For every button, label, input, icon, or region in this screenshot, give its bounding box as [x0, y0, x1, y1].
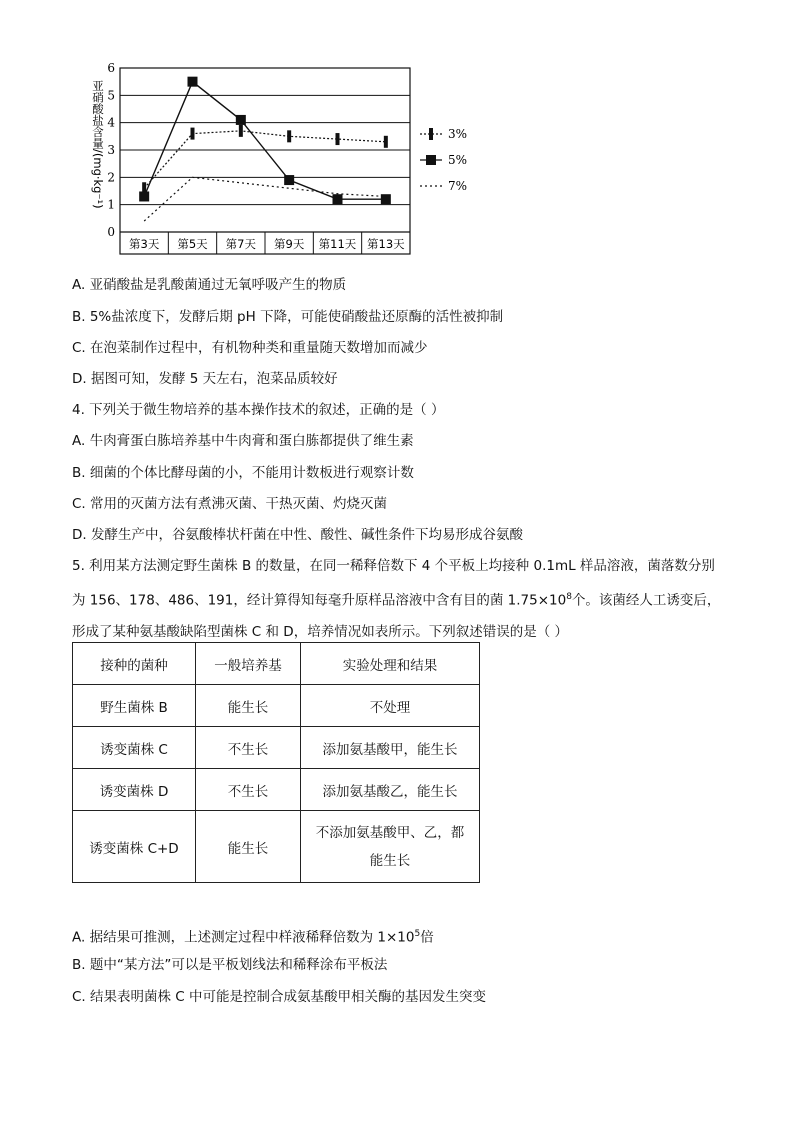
x-tick-label: 第9天 — [274, 237, 305, 251]
data-point — [139, 191, 149, 201]
y-tick-label: 0 — [107, 225, 115, 239]
q4-option-c: C. 常用的灭菌方法有煮沸灭菌、干热灭菌、灼烧灭菌 — [72, 496, 388, 512]
x-tick-label: 第3天 — [129, 237, 160, 251]
series-line-0 — [144, 131, 386, 188]
y-tick-label: 6 — [107, 62, 115, 75]
q4-option-a: A. 牛肉膏蛋白胨培养基中牛肉膏和蛋白胨都提供了维生素 — [72, 433, 414, 449]
y-tick-label: 4 — [107, 115, 115, 130]
data-point — [336, 133, 340, 145]
y-tick-label: 3 — [107, 143, 115, 157]
legend-marker — [429, 128, 433, 140]
legend-marker — [426, 155, 436, 165]
data-point — [384, 136, 388, 148]
table-cell: 不添加氨基酸甲、乙，都能生长 — [301, 811, 480, 883]
legend-label: 7% — [448, 179, 468, 193]
q5-table — [72, 642, 480, 883]
data-point — [287, 130, 291, 142]
data-point — [333, 194, 343, 204]
table-cell: 诱变菌株 C+D — [73, 811, 196, 883]
table-cell: 不处理 — [301, 685, 480, 727]
q3-option-c: C. 在泡菜制作过程中，有机物种类和重量随天数增加而减少 — [72, 340, 428, 356]
q5-stem: 5. 利用某方法测定野生菌株 B 的数量，在同一稀释倍数下 4 个平板上均接种 0.1mL 样品溶液，菌落数分别为 156、178、486、191，经计算得知每毫升原样品溶液中含有目的菌 $1.75\times 10^8$个。该菌经人工诱变后，形成了某种氨基酸缺陷型菌株 C 和 D，培养情况如表所示。下列叙述错误的是（ ） — [72, 558, 721, 640]
table-cell: 能生长 — [196, 685, 301, 727]
q4-option-d: D. 发酵生产中，谷氨酸棒状杆菌在中性、酸性、碱性条件下均易形成谷氨酸 — [72, 527, 523, 543]
series-line-1 — [144, 82, 386, 200]
q4-stem: 4. 下列关于微生物培养的基本操作技术的叙述，正确的是（ ） — [72, 402, 445, 418]
table-cell: 能生长 — [196, 811, 301, 883]
table-cell: 添加氨基酸甲，能生长 — [301, 727, 480, 769]
q3-option-d: D. 据图可知，发酵 5 天左右，泡菜品质较好 — [72, 371, 338, 387]
data-point — [188, 77, 198, 87]
table-cell: 添加氨基酸乙，能生长 — [301, 769, 480, 811]
x-tick-label: 第5天 — [177, 237, 208, 251]
y-tick-label: 1 — [107, 197, 115, 212]
nitrite-chart — [88, 62, 488, 262]
data-point — [239, 125, 243, 137]
data-point — [236, 115, 246, 125]
table-header: 一般培养基 — [196, 643, 301, 685]
legend-label: 3% — [448, 127, 468, 141]
q5-option-b: B. 题中“某方法”可以是平板划线法和稀释涂布平板法 — [72, 957, 388, 973]
q4-option-b: B. 细菌的个体比酵母菌的小，不能用计数板进行观察计数 — [72, 465, 414, 481]
legend-label: 5% — [448, 153, 468, 167]
x-tick-label: 第13天 — [367, 237, 405, 251]
table-cell: 诱变菌株 D — [73, 769, 196, 811]
y-tick-label: 5 — [107, 88, 115, 103]
table-header: 接种的菌种 — [73, 643, 196, 685]
table-cell: 不生长 — [196, 769, 301, 811]
q5-option-a: A. 据结果可推测，上述测定过程中样液稀释倍数为 $1\times 10^5$倍 — [72, 929, 434, 946]
x-tick-label: 第7天 — [225, 237, 256, 251]
data-point — [284, 175, 294, 185]
q3-option-a: A. 亚硝酸盐是乳酸菌通过无氧呼吸产生的物质 — [72, 277, 347, 293]
table-header: 实验处理和结果 — [301, 643, 480, 685]
x-tick-label: 第11天 — [318, 237, 357, 251]
q3-option-b: B. 5%盐浓度下，发酵后期 pH 下降，可能使硝酸盐还原酶的活性被抑制 — [72, 309, 504, 325]
y-tick-label: 2 — [107, 170, 115, 185]
data-point — [191, 128, 195, 140]
plot-frame — [120, 68, 410, 254]
table-cell: 野生菌株 B — [73, 685, 196, 727]
q5-option-c: C. 结果表明菌株 C 中可能是控制合成氨基酸甲相关酶的基因发生突变 — [72, 989, 487, 1005]
y-axis-label: 亚硝酸盐含量/(mg·kg⁻¹) — [91, 80, 105, 209]
table-cell: 诱变菌株 C — [73, 727, 196, 769]
table-cell: 不生长 — [196, 727, 301, 769]
